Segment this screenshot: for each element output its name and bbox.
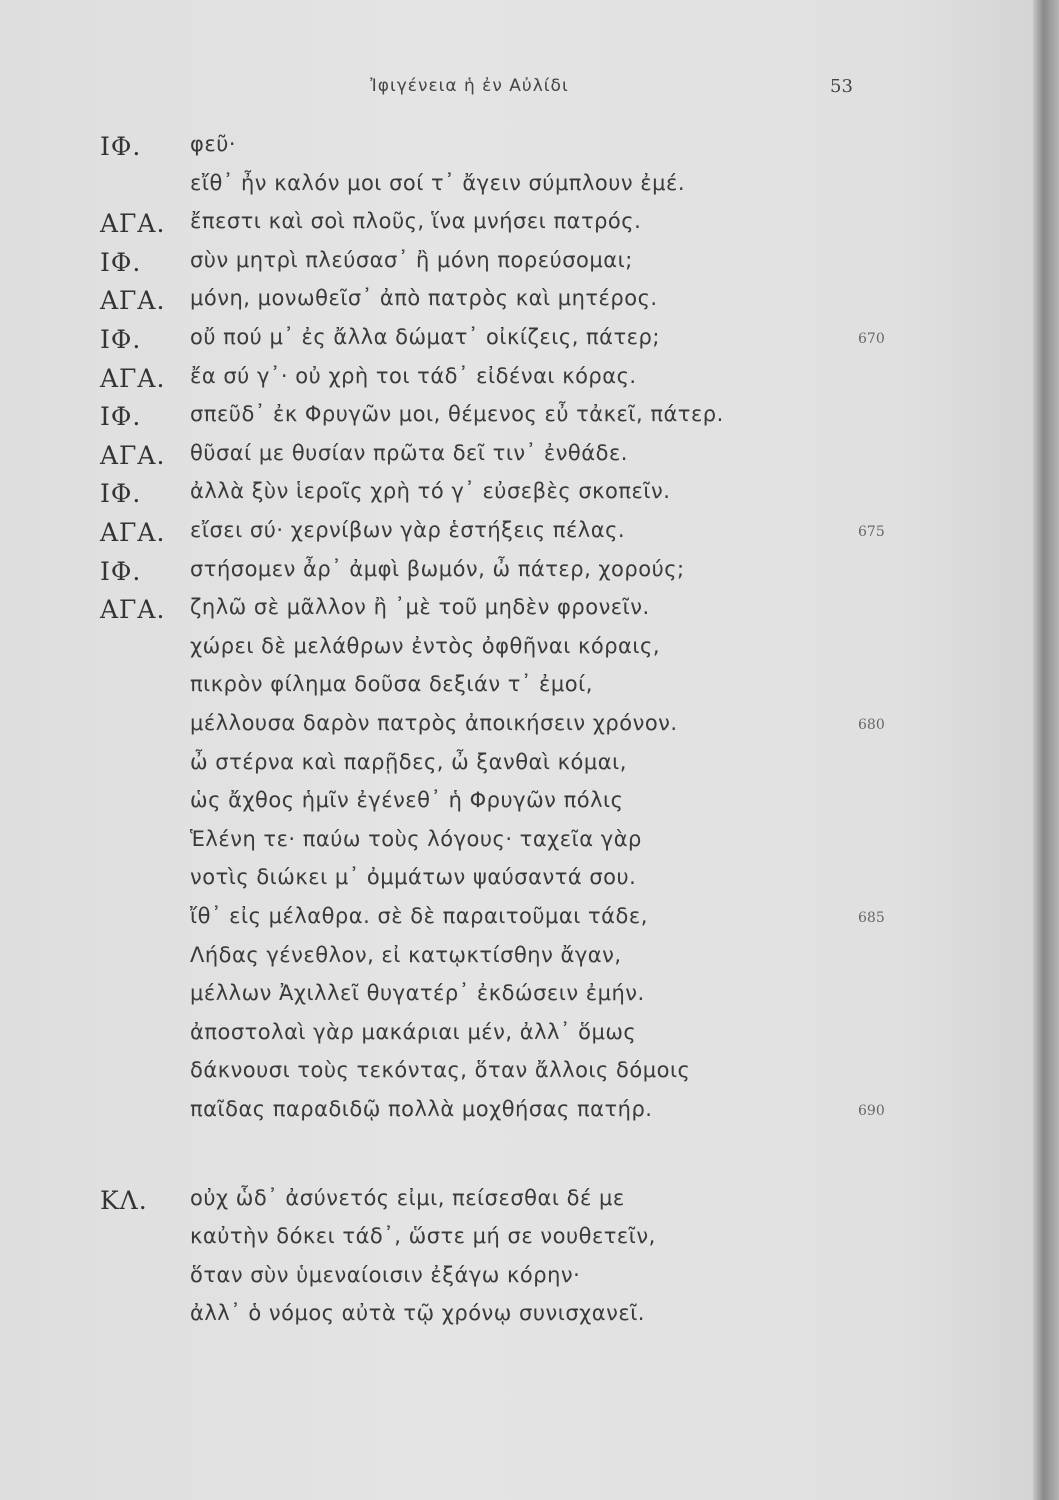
verse-line	[0, 171, 1000, 209]
verse-line	[0, 943, 1000, 981]
verse-text: Ἑλένη τε· παύω τοὺς λόγους· ταχεῖα γὰρ	[190, 826, 642, 851]
verse-text: ὅταν σὺν ὑμεναίοισιν ἐξάγω κόρην·	[190, 1262, 581, 1287]
verse-text: Λήδας γένεθλον, εἰ κατῳκτίσθην ἄγαν,	[190, 942, 622, 967]
verse-line	[0, 1301, 1000, 1339]
verse-text: σὺν μητρὶ πλεύσασ᾽ ἢ μόνη πορεύσομαι;	[190, 247, 633, 272]
verse-text: εἴσει σύ· χερνίβων γὰρ ἑστήξεις πέλας.	[190, 518, 626, 542]
line-number: 675	[858, 524, 885, 540]
speaker-label: ΑΓΑ.	[100, 518, 166, 547]
verse-line	[0, 325, 1000, 363]
speaker-label: ΑΓΑ.	[100, 440, 166, 470]
speaker-label: ΙΦ.	[100, 325, 142, 354]
verse-text: σπεῦδ᾽ ἐκ Φρυγῶν μοι, θέμενος εὖ τἀκεῖ, πάτερ.	[190, 402, 724, 427]
verse-line	[0, 441, 1000, 479]
verse-text: μόνη, μονωθεῖσ᾽ ἀπὸ πατρὸς καὶ μητέρος.	[190, 286, 658, 311]
verse-line	[0, 981, 1000, 1019]
verse-text: φεῦ·	[190, 132, 237, 156]
verse-text: χώρει δὲ μελάθρων ἐντὸς ὀφθῆναι κόραις,	[190, 633, 660, 658]
verse-line	[0, 557, 1000, 595]
verse-text: ἔα σύ γ᾽· οὐ χρὴ τοι τάδ᾽ εἰδέναι κόρας.	[190, 363, 637, 388]
line-number: 680	[858, 717, 885, 733]
verse-text: παῖδας παραδιδῷ πολλὰ μοχθήσας πατήρ.	[190, 1097, 653, 1121]
verse-line	[0, 1263, 1000, 1301]
verse-text: ἀλλὰ ξὺν ἱεροῖς χρὴ τό γ᾽ εὐσεβὲς σκοπεῖν.	[190, 479, 671, 504]
verse-text: καὐτὴν δόκει τάδ᾽, ὥστε μή σε νουθετεῖν,	[190, 1224, 656, 1249]
verse-line	[0, 750, 1000, 788]
speaker-label: ΙΦ.	[100, 402, 142, 432]
verse-line	[0, 248, 1000, 286]
verse-line	[0, 672, 1000, 710]
line-number: 685	[858, 910, 885, 926]
verse-line	[0, 904, 1000, 942]
page-edge-shadow	[1033, 0, 1059, 1500]
speaker-label: ΙΦ.	[100, 132, 142, 161]
speaker-label: ΑΓΑ.	[100, 363, 166, 393]
line-number: 690	[858, 1103, 885, 1119]
verse-line	[0, 788, 1000, 826]
verse-line	[0, 1097, 1000, 1135]
verse-line	[0, 827, 1000, 865]
verse-text: θῦσαί με θυσίαν πρῶτα δεῖ τιν᾽ ἐνθάδε.	[190, 440, 628, 465]
verse-text: στήσομεν ἆρ᾽ ἀμφὶ βωμόν, ὦ πάτερ, χορούς;	[190, 556, 685, 581]
verse-line	[0, 518, 1000, 556]
verse-text: μέλλουσα δαρὸν πατρὸς ἀποικήσειν χρόνον.	[190, 711, 678, 735]
verse-line	[0, 209, 1000, 247]
verse-line	[0, 132, 1000, 170]
verse-text: ὦ στέρνα καὶ παρῇδες, ὦ ξανθαὶ κόμαι,	[190, 749, 627, 774]
verse-line	[0, 402, 1000, 440]
speaker-label: ΙΦ.	[100, 247, 142, 277]
page-number: 53	[830, 76, 853, 97]
verse-text: δάκνουσι τοὺς τεκόντας, ὅταν ἄλλοις δόμοις	[190, 1058, 691, 1083]
running-title: Ἰφιγένεια ἡ ἐν Αὐλίδι	[370, 76, 569, 96]
verse-line	[0, 1020, 1000, 1058]
verse-text: ζηλῶ σὲ μᾶλλον ἢ ᾽μὲ τοῦ μηδὲν φρονεῖν.	[190, 595, 650, 620]
speaker-label: ΚΛ.	[100, 1185, 148, 1215]
line-number: 670	[858, 331, 885, 347]
verse-text: ἀλλ᾽ ὁ νόμος αὐτὰ τῷ χρόνῳ συνισχανεῖ.	[190, 1301, 645, 1326]
speaker-label: ΑΓΑ.	[100, 595, 166, 625]
verse-text: μέλλων Ἀχιλλεῖ θυγατέρ᾽ ἐκδώσειν ἐμήν.	[190, 981, 645, 1006]
verse-text: οὐχ ὧδ᾽ ἀσύνετός εἰμι, πείσεσθαι δέ με	[190, 1185, 625, 1210]
verse-line	[0, 1186, 1000, 1224]
speaker-label: ΑΓΑ.	[100, 209, 166, 239]
speaker-label: ΙΦ.	[100, 479, 142, 509]
verse-text: οὔ πού μ᾽ ἐς ἄλλα δώματ᾽ οἰκίζεις, πάτερ;	[190, 325, 660, 349]
verse-line	[0, 286, 1000, 324]
verse-line	[0, 1224, 1000, 1262]
verse-line	[0, 1058, 1000, 1096]
speaker-label: ΑΓΑ.	[100, 286, 166, 316]
verse-line	[0, 479, 1000, 517]
verse-text: ἔπεστι καὶ σοὶ πλοῦς, ἵνα μνήσει πατρός.	[190, 209, 642, 234]
verse-text: ἴθ᾽ εἰς μέλαθρα. σὲ δὲ παραιτοῦμαι τάδε,	[190, 904, 648, 928]
verse-line	[0, 865, 1000, 903]
verse-text: ὡς ἄχθος ἡμῖν ἐγένεθ᾽ ἡ Φρυγῶν πόλις	[190, 788, 624, 813]
verse-line	[0, 595, 1000, 633]
verse-line	[0, 634, 1000, 672]
verse-text: ἀποστολαὶ γὰρ μακάριαι μέν, ἀλλ᾽ ὅμως	[190, 1019, 637, 1044]
verse-text: πικρὸν φίλημα δοῦσα δεξιάν τ᾽ ἐμοί,	[190, 672, 593, 697]
verse-line	[0, 364, 1000, 402]
speaker-label: ΙΦ.	[100, 556, 142, 586]
verse-line	[0, 711, 1000, 749]
verse-text: νοτὶς διώκει μ᾽ ὀμμάτων ψαύσαντά σου.	[190, 865, 637, 890]
verse-text: εἴθ᾽ ἦν καλόν μοι σοί τ᾽ ἄγειν σύμπλουν ἐμέ.	[190, 170, 686, 195]
